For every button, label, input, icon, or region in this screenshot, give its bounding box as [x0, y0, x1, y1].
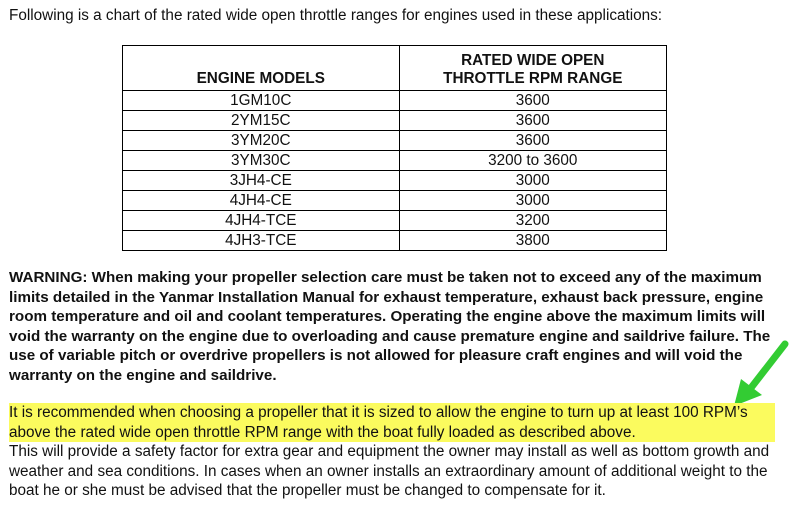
highlighted-recommendation: It is recommended when choosing a propeller that it is sized to allow the engine to turn up at least 100 RPM’s above the rated wide open throttle RPM range with the boat fully loaded as described above.: [9, 403, 775, 442]
rpm-range: 3200: [399, 211, 666, 231]
table-row: [123, 211, 667, 231]
green-arrow-icon: [728, 338, 794, 408]
engine-model: 1GM10C: [123, 91, 400, 111]
engine-model: 3YM20C: [123, 131, 400, 151]
rpm-range: 3600: [399, 131, 666, 151]
rpm-range: 3200 to 3600: [399, 151, 666, 171]
header-engine-models: ENGINE MODELS: [123, 46, 400, 91]
rpm-range: 3000: [399, 191, 666, 211]
warning-paragraph: WARNING: When making your propeller selection care must be taken not to exceed any of the maximum limits detailed in the Yanmar Installation Manual for exhaust temperature, exhaust back pressure, engine room temperature and oil and coolant temperatures. Operating the engine above the maximum limits will void the warranty on the engine due to overloading and cause premature engine and saildrive failure. The use of variable pitch or overdrive propellers is not allowed for pleasure craft engines and will void the warranty on the engine and saildrive.: [9, 269, 771, 384]
rpm-range: 3600: [399, 91, 666, 111]
table-row: [123, 111, 667, 131]
engine-model: 2YM15C: [123, 111, 400, 131]
table-row: [123, 171, 667, 191]
table-row: [123, 151, 667, 171]
recommendation-paragraph: [9, 403, 794, 501]
engine-model: 3JH4-CE: [123, 171, 400, 191]
header-rpm-range-text: RATED WIDE OPEN THROTTLE RPM RANGE: [443, 52, 623, 87]
recommendation-rest: This will provide a safety factor for extra gear and equipment the owner may install as well as bottom growth and weather and sea conditions. In cases when an owner installs an extraordinary amount of additional weight to the boat he or she must be advised that the propeller must be changed to compensate for it.: [9, 443, 770, 499]
rpm-range: 3800: [399, 231, 666, 251]
table-row: [123, 131, 667, 151]
engine-model: 4JH4-TCE: [123, 211, 400, 231]
table-row: [123, 231, 667, 251]
engine-model: 3YM30C: [123, 151, 400, 171]
rpm-table: [122, 45, 667, 251]
engine-model: 4JH3-TCE: [123, 231, 400, 251]
intro-text: Following is a chart of the rated wide open throttle ranges for engines used in these applications:: [9, 7, 663, 24]
engine-model: 4JH4-CE: [123, 191, 400, 211]
table-header-row: [123, 46, 667, 91]
table-row: [123, 191, 667, 211]
header-rpm-range: [399, 46, 666, 91]
table-row: [123, 91, 667, 111]
rpm-range: 3600: [399, 111, 666, 131]
rpm-range: 3000: [399, 171, 666, 191]
